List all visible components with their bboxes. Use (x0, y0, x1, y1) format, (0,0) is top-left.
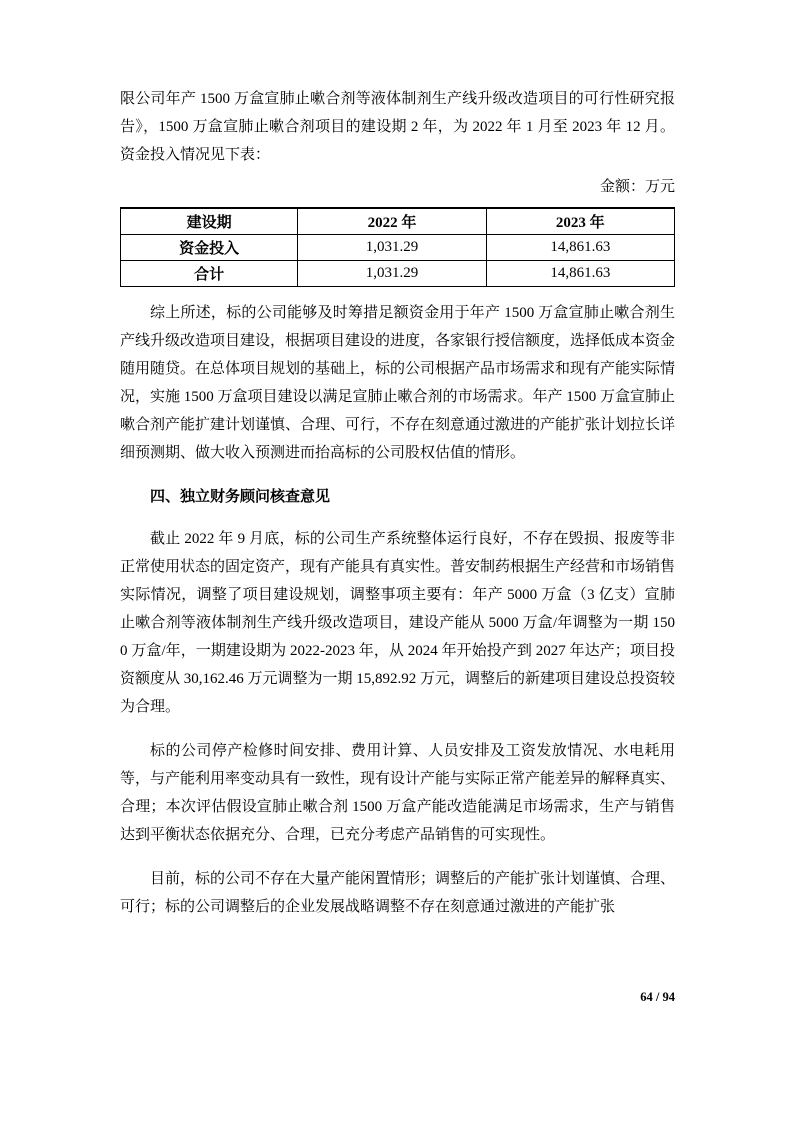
paragraph-intro-continuation: 限公司年产 1500 万盒宣肺止嗽合剂等液体制剂生产线升级改造项目的可行性研究报告》，1500 万盒宣肺止嗽合剂项目的建设期 2 年，为 2022 年 1 月至 2023 年 12 月。资金投入情况见下表： (120, 91, 675, 163)
table-header-2023: 2023 年 (486, 208, 674, 235)
table-cell-label: 资金投入 (121, 235, 298, 261)
paragraph-summary: 综上所述，标的公司能够及时筹措足额资金用于年产 1500 万盒宣肺止嗽合剂生产线升级改造项目建设，根据项目建设的进度，各家银行授信额度，选择低成本资金随用随贷。在总体项目规划的基础上，标的公司根据产品市场需求和现有产能实际情况，实施 1500 万盒项目建设以满足宣肺止嗽合剂的市场需求。年产 1500 万盒宣肺止嗽合剂产能扩建计划谨慎、合理、可行，不存在刻意通过激进的产能扩张计划拉长详细预测期、做大收入预测进而抬高标的公司股权估值的情形。 (120, 305, 676, 461)
table-header-row (121, 208, 675, 235)
table-unit-label: 金额：万元 (599, 179, 675, 195)
investment-table (120, 207, 675, 287)
table-cell-value: 1,031.29 (298, 235, 486, 261)
table-row (121, 261, 675, 287)
section-heading-advisor-opinion: 四、独立财务顾问核查意见 (150, 489, 331, 505)
table-header-2022: 2022 年 (298, 208, 486, 235)
table-row (121, 235, 675, 261)
paragraph-opinion-1: 截止 2022 年 9 月底，标的公司生产系统整体运行良好，不存在毁损、报废等非正常使用状态的固定资产，现有产能具有真实性。普安制药根据生产经营和市场销售实际情况，调整了项目建设规划，调整事项主要有：年产 5000 万盒（3 亿支）宣肺止嗽合剂等液体制剂生产线升级改造项目，建设产能从 5000 万盒/年调整为一期 1500 万盒/年，一期建设期为 2022-2023 年，从 2024 年开始投产到 2027 年达产；项目投资额度从 30,162.46 万元调整为一期 15,892.92 万元，调整后的新建项目建设总投资较为合理。 (120, 531, 676, 715)
table-cell-value: 14,861.63 (486, 261, 674, 287)
table-cell-value: 14,861.63 (486, 235, 674, 261)
page-number: 64 / 94 (640, 990, 675, 1004)
paragraph-opinion-2: 标的公司停产检修时间安排、费用计算、人员安排及工资发放情况、水电耗用等，与产能利用率变动具有一致性，现有设计产能与实际正常产能差异的解释真实、合理；本次评估假设宣肺止嗽合剂 1500 万盒产能改造能满足市场需求，生产与销售达到平衡状态依据充分、合理，已充分考虑产品销售的可实现性。 (120, 743, 676, 843)
table-cell-label: 合计 (121, 261, 298, 287)
table-cell-value: 1,031.29 (298, 261, 486, 287)
paragraph-opinion-3: 目前，标的公司不存在大量产能闲置情形；调整后的产能扩张计划谨慎、合理、可行；标的公司调整后的企业发展战略调整不存在刻意通过激进的产能扩张 (120, 871, 676, 915)
table-header-period: 建设期 (121, 208, 298, 235)
